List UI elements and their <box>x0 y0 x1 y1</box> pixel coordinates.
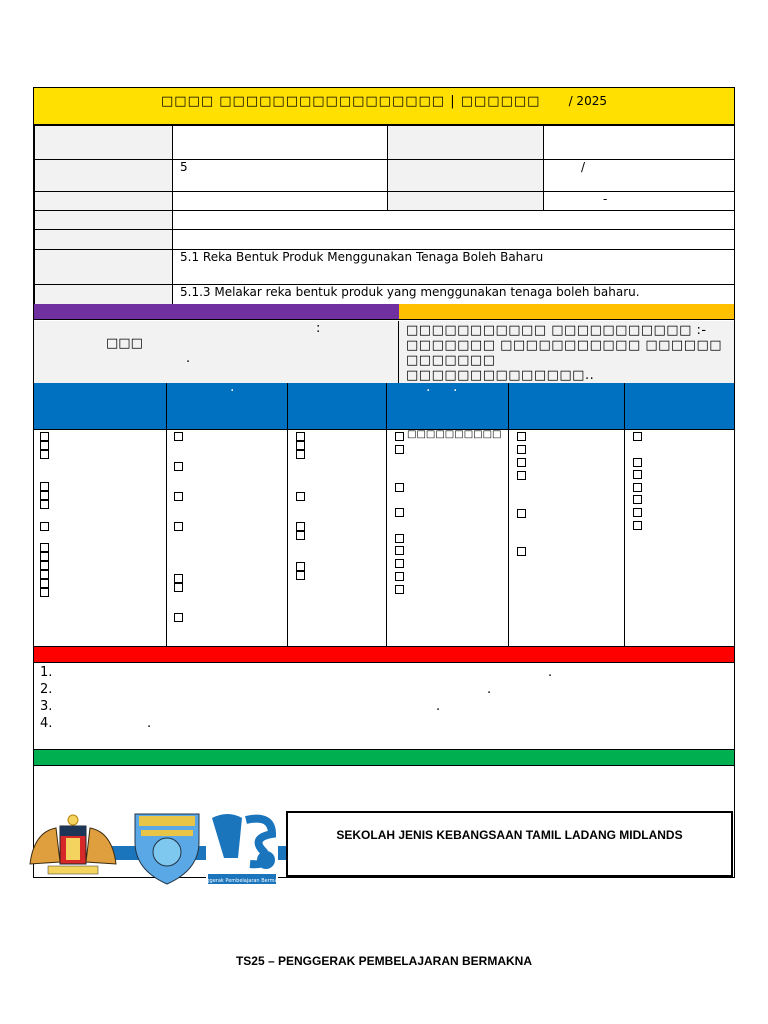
criteria-line: □□□□□□□□□□□□□□.. <box>406 368 595 383</box>
criteria-cell[interactable] <box>406 323 736 383</box>
checkbox[interactable] <box>40 588 49 597</box>
ts25-caption: Penggerak Pembelajaran Bermakna <box>197 878 287 884</box>
ts25-logo <box>197 808 287 886</box>
reflection-end: . <box>548 665 553 680</box>
lesson-plan-form <box>33 87 735 878</box>
checkbox[interactable] <box>40 450 49 459</box>
reflection-item-3[interactable]: 3. <box>40 699 53 714</box>
objective-word: □□□ <box>106 336 143 351</box>
reflection-end: . <box>487 682 492 697</box>
info-value[interactable] <box>173 192 388 211</box>
checkbox[interactable] <box>395 483 404 492</box>
checkbox[interactable] <box>395 546 404 555</box>
column-divider <box>624 383 625 646</box>
info-value[interactable] <box>544 126 735 160</box>
info-label <box>35 160 173 192</box>
column-divider <box>508 383 509 646</box>
date-value[interactable] <box>544 160 735 192</box>
checkbox[interactable] <box>395 585 404 594</box>
checkbox[interactable] <box>395 508 404 517</box>
reflection-item-1[interactable]: 1. <box>40 665 53 680</box>
checkbox[interactable] <box>517 432 526 441</box>
checkbox[interactable] <box>40 570 49 579</box>
class-value[interactable]: 5 <box>173 160 388 192</box>
activity-label: □□□□□□□□□□ <box>407 429 502 440</box>
objective-cell[interactable] <box>34 321 399 383</box>
info-value[interactable] <box>173 126 388 160</box>
info-label <box>35 126 173 160</box>
info-value[interactable] <box>173 230 735 250</box>
column-divider <box>386 383 387 646</box>
info-label <box>35 192 173 211</box>
checkbox[interactable] <box>40 432 49 441</box>
checkbox[interactable] <box>296 441 305 450</box>
checkbox[interactable] <box>517 547 526 556</box>
checkbox[interactable] <box>517 445 526 454</box>
checkbox[interactable] <box>633 470 642 479</box>
reflection-end: . <box>147 716 152 731</box>
checkbox[interactable] <box>296 522 305 531</box>
checkbox[interactable] <box>517 509 526 518</box>
checkbox[interactable] <box>174 583 183 592</box>
checkbox[interactable] <box>517 471 526 480</box>
checkbox[interactable] <box>633 495 642 504</box>
checkbox[interactable] <box>296 562 305 571</box>
objectives-section <box>34 321 734 384</box>
checkbox[interactable] <box>633 432 642 441</box>
checkbox[interactable] <box>40 441 49 450</box>
info-table <box>34 125 735 305</box>
learning-standard[interactable]: 5.1.3 Melakar reka bentuk produk yang menggunakan tenaga boleh baharu. <box>173 285 735 305</box>
checkbox[interactable] <box>40 579 49 588</box>
checkbox[interactable] <box>633 458 642 467</box>
checkbox[interactable] <box>40 491 49 500</box>
checkbox[interactable] <box>174 432 183 441</box>
checkbox[interactable] <box>40 552 49 561</box>
objective-colon: : <box>316 321 321 336</box>
info-label <box>388 160 544 192</box>
checkbox[interactable] <box>395 559 404 568</box>
school-name-box <box>286 811 733 877</box>
checkbox[interactable] <box>633 521 642 530</box>
info-label <box>388 126 544 160</box>
info-label <box>35 230 173 250</box>
checkbox[interactable] <box>174 574 183 583</box>
checkbox[interactable] <box>395 432 404 441</box>
checkbox[interactable] <box>174 492 183 501</box>
header-dot: · <box>230 383 235 399</box>
time-dash: - <box>603 192 608 206</box>
notes-band <box>34 749 734 766</box>
checkbox[interactable] <box>40 543 49 552</box>
info-label <box>35 211 173 230</box>
checkbox[interactable] <box>517 458 526 467</box>
time-value[interactable] <box>544 192 735 211</box>
jata-negara-logo <box>26 812 120 880</box>
checkbox[interactable] <box>40 482 49 491</box>
objective-dot: . <box>186 351 191 366</box>
criteria-band <box>399 304 734 320</box>
page-footer: TS25 – PENGGERAK PEMBELAJARAN BERMAKNA <box>235 954 533 968</box>
checkbox[interactable] <box>174 522 183 531</box>
date-slash: / <box>581 160 586 174</box>
content-standard[interactable]: 5.1 Reka Bentuk Produk Menggunakan Tenaga Boleh Baharu <box>173 250 735 285</box>
checkbox[interactable] <box>395 572 404 581</box>
reflection-item-2[interactable]: 2. <box>40 682 53 697</box>
checkbox[interactable] <box>40 561 49 570</box>
reflection-band <box>34 646 734 663</box>
school-name: SEKOLAH JENIS KEBANGSAAN TAMIL LADANG MIDLANDS <box>336 828 683 842</box>
checkbox[interactable] <box>296 450 305 459</box>
checkbox[interactable] <box>296 531 305 540</box>
checkbox[interactable] <box>633 483 642 492</box>
column-divider <box>287 383 288 646</box>
checkbox[interactable] <box>40 522 49 531</box>
form-title: □□□□ □□□□□□□□□□□□□□□□□ | □□□□□□ <box>161 94 541 109</box>
checkbox[interactable] <box>174 462 183 471</box>
checkbox[interactable] <box>296 492 305 501</box>
info-value[interactable] <box>173 211 735 230</box>
header-dot: · <box>426 383 431 399</box>
reflection-item-4[interactable]: 4. <box>40 716 53 731</box>
checkbox[interactable] <box>633 508 642 517</box>
criteria-line: □□□□□□□ □□□□□□□□□□□ □□□□□□ □□□□□□□ <box>406 338 723 368</box>
reflection-end: . <box>436 699 441 714</box>
info-label <box>35 250 173 285</box>
column-divider <box>166 383 167 646</box>
info-label <box>388 192 544 211</box>
checkbox[interactable] <box>174 613 183 622</box>
criteria-line: □□□□□□□□□□□ □□□□□□□□□□□ :- <box>406 323 707 338</box>
checkbox[interactable] <box>395 534 404 543</box>
checkbox[interactable] <box>395 445 404 454</box>
checkbox[interactable] <box>296 432 305 441</box>
objective-band <box>34 304 399 320</box>
checkbox[interactable] <box>40 500 49 509</box>
school-crest-logo <box>131 808 203 886</box>
header-dot: · <box>453 383 458 399</box>
activity-header <box>34 383 734 430</box>
info-label <box>35 285 173 305</box>
form-title-bar <box>34 88 734 125</box>
checkbox[interactable] <box>296 571 305 580</box>
form-year: / 2025 <box>568 94 607 108</box>
